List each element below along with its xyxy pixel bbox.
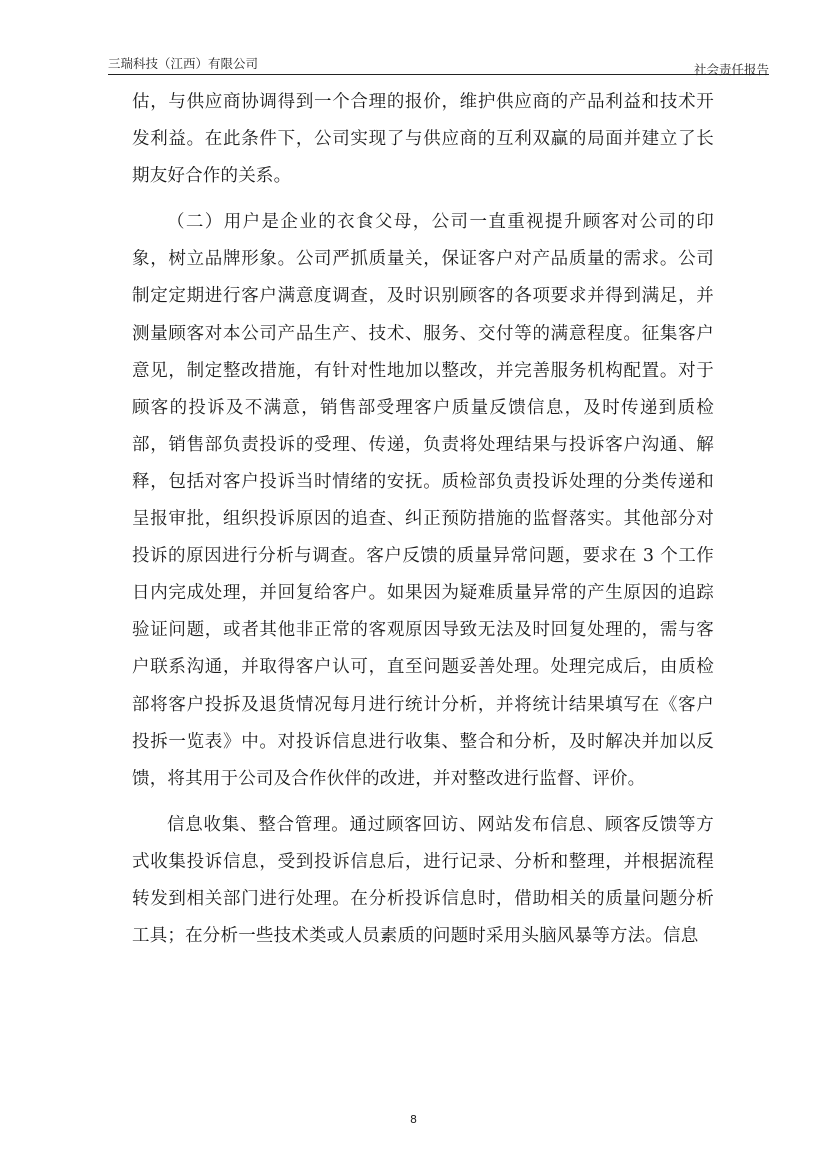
company-name: 三瑞科技（江西）有限公司 — [108, 56, 259, 71]
page-number: 8 — [410, 1113, 417, 1126]
paragraph-information-management: 信息收集、整合管理。通过顾客回访、网站发布信息、顾客反馈等方式收集投诉信息，受到投诉信息后，进行记录、分析和整理，并根据流程转发到相关部门进行处理。在分析投诉信息时，借助相关的质量问题分析工具；在分析一些技术类或人员素质的问题时采用头脑风暴等方法。信息 — [132, 814, 714, 947]
report-title: 社会责任报告 — [693, 62, 769, 77]
paragraph-customer: （二）用户是企业的衣食父母，公司一直重视提升顾客对公司的印象，树立品牌形象。公司严抓质量关，保证客户对产品质量的需求。公司制定定期进行客户满意度调查，及时识别顾客的各项要求并得到满足，并测量顾客对本公司产品生产、技术、服务、交付等的满意程度。征集客户意见，制定整改措施，有针对性地加以整改，并完善服务机构配置。对于顾客的投诉及不满意，销售部受理客户质量反馈信息，及时传递到质检部，销售部负责投诉的受理、传递，负责将处理结果与投诉客户沟通、解释，包括对客户投诉当时情绪的安抚。质检部负责投诉处理的分类传递和呈报审批，组织投诉原因的追查、纠正预防措施的监督落实。其他部分对投诉的原因进行分析与调查。客户反馈的质量异常问题，要求在 3 个工作日内完成处理，并回复给客户。如果因为疑难质量异常的产生原因的追踪验证问题，或者其他非正常的客观原因导致无法及时回复处理的，需与客户联系沟通，并取得客户认可，直至问题妥善处理。处理完成后，由质检部将客户投拆及退货情况每月进行统计分析，并将统计结果填写在《客户投拆一览表》中。对投诉信息进行收集、整合和分析，及时解决并加以反馈，将其用于公司及合作伙伴的改进，并对整改进行监督、评价。 — [132, 212, 714, 789]
paragraph-supplier-continuation: 估，与供应商协调得到一个合理的报价，维护供应商的产品利益和技术开发利益。在此条件下，公司实现了与供应商的互利双赢的局面并建立了长期友好合作的关系。 — [132, 92, 714, 187]
document-body — [132, 84, 714, 955]
page-header — [108, 52, 769, 75]
